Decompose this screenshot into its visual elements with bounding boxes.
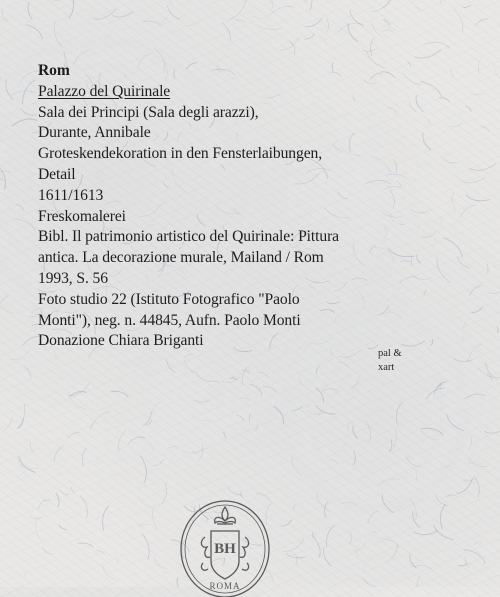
paper-fiber	[237, 415, 244, 421]
paper-fiber	[348, 23, 358, 42]
paper-fiber	[424, 42, 450, 48]
paper-fiber	[138, 496, 152, 507]
paper-fiber	[415, 472, 417, 483]
paper-fiber	[69, 0, 74, 18]
paper-fiber	[167, 359, 176, 373]
paper-fiber	[78, 543, 93, 547]
paper-fiber	[470, 93, 484, 95]
paper-fiber	[474, 542, 483, 544]
paper-fiber	[270, 6, 294, 14]
paper-fiber	[194, 400, 210, 402]
paper-fiber	[0, 177, 5, 181]
bibliography-line-3: 1993, S. 56	[38, 269, 448, 290]
bibliography-line-2: antica. La decorazione murale, Mailand / Rom	[38, 248, 448, 269]
paper-fiber	[143, 21, 162, 26]
paper-fiber	[304, 34, 314, 39]
paper-fiber	[326, 526, 334, 548]
paper-fiber	[461, 177, 486, 182]
paper-fiber	[38, 500, 46, 510]
paper-fiber	[457, 478, 473, 493]
paper-fiber	[184, 354, 193, 357]
paper-fiber	[153, 459, 164, 466]
stamp-line-2: xart	[378, 361, 402, 375]
paper-fiber	[167, 5, 180, 20]
photo-credit-line-2: Monti"), neg. n. 44845, Aufn. Paolo Monti	[38, 311, 448, 332]
paper-fiber	[23, 365, 30, 379]
paper-fiber	[257, 24, 282, 29]
paper-fiber	[43, 548, 53, 554]
donation-line: Donazione Chiara Briganti	[38, 331, 448, 352]
paper-fiber	[363, 49, 377, 52]
date-line: 1611/1613	[38, 186, 448, 207]
paper-fiber	[24, 572, 25, 579]
paper-fiber	[199, 418, 210, 420]
paper-fiber	[2, 10, 7, 21]
paper-fiber	[139, 524, 149, 526]
paper-fiber	[54, 446, 64, 461]
paper-fiber	[354, 550, 359, 557]
paper-fiber	[307, 411, 325, 415]
paper-fiber	[440, 504, 445, 529]
paper-fiber	[223, 432, 226, 438]
paper-fiber	[387, 545, 398, 562]
technique-line: Freskomalerei	[38, 207, 448, 228]
paper-fiber	[474, 476, 479, 497]
paper-fiber	[468, 344, 483, 362]
paper-fiber	[423, 0, 442, 4]
photo-credit-line-1: Foto studio 22 (Istituto Fotografico "Paolo	[38, 290, 448, 311]
paper-fiber	[21, 108, 36, 115]
paper-fiber	[16, 204, 24, 210]
paper-fiber	[142, 533, 149, 560]
paper-fiber	[1, 306, 13, 313]
room-name: Sala dei Principi (Sala degli arazzi),	[38, 103, 448, 124]
paper-fiber	[414, 531, 438, 535]
paper-fiber	[466, 106, 472, 112]
paper-fiber	[28, 2, 32, 20]
paper-fiber	[15, 219, 35, 231]
paper-fiber	[489, 291, 500, 294]
paper-fiber	[397, 507, 404, 510]
paper-fiber	[141, 456, 147, 483]
paper-fiber	[4, 419, 11, 430]
paper-fiber	[322, 389, 338, 392]
paper-fiber	[462, 5, 470, 8]
paper-fiber	[21, 464, 25, 469]
paper-fiber	[137, 435, 153, 451]
paper-fiber	[371, 0, 393, 12]
paper-fiber	[454, 9, 463, 32]
paper-fiber	[413, 511, 420, 528]
paper-fiber	[185, 360, 198, 374]
paper-fiber	[484, 428, 500, 433]
paper-fiber	[317, 35, 327, 46]
paper-fiber	[410, 499, 417, 521]
paper-fiber	[337, 362, 349, 368]
paper-fiber	[363, 559, 372, 572]
paper-fiber	[289, 40, 295, 54]
paper-fiber	[463, 480, 476, 484]
paper-fiber	[325, 501, 329, 517]
paper-fiber	[382, 20, 390, 25]
paper-fiber	[26, 25, 43, 39]
paper-fiber	[114, 552, 118, 565]
paper-fiber	[280, 38, 299, 50]
paper-fiber	[316, 388, 324, 403]
paper-fiber	[338, 23, 362, 32]
paper-fiber	[470, 286, 482, 296]
paper-fiber	[53, 0, 74, 1]
paper-fiber	[251, 17, 260, 19]
paper-fiber	[20, 71, 40, 82]
paper-fiber	[185, 20, 201, 26]
paper-fiber	[29, 516, 42, 518]
paper-fiber	[304, 0, 313, 2]
paper-fiber	[286, 553, 306, 558]
paper-fiber	[147, 420, 152, 425]
paper-fiber	[11, 119, 37, 127]
paper-fiber	[11, 91, 36, 96]
paper-fiber	[396, 402, 402, 425]
paper-fiber	[342, 443, 347, 447]
paper-fiber	[324, 547, 331, 566]
paper-fiber	[468, 437, 471, 450]
city-heading: Rom	[38, 61, 448, 82]
paper-fiber	[421, 428, 443, 435]
paper-fiber	[0, 171, 10, 174]
paper-fiber	[59, 525, 67, 530]
paper-fiber	[241, 398, 251, 401]
paper-fiber	[464, 550, 486, 564]
paper-fiber	[381, 539, 398, 548]
paper-fiber	[242, 366, 249, 385]
paper-fiber	[168, 446, 180, 448]
library-seal-stamp-icon	[175, 497, 275, 597]
paper-fiber	[292, 457, 302, 476]
paper-fiber	[463, 317, 470, 343]
paper-fiber	[437, 382, 447, 388]
paper-fiber	[236, 20, 247, 23]
paper-fiber	[470, 164, 496, 171]
paper-fiber	[466, 195, 490, 201]
seal-city-text: ROMA	[209, 581, 240, 591]
paper-fiber	[152, 402, 161, 413]
paper-fiber	[467, 436, 475, 438]
paper-fiber	[154, 557, 167, 569]
paper-fiber	[281, 520, 292, 526]
paper-fiber	[30, 442, 34, 453]
paper-fiber	[71, 487, 74, 492]
paper-fiber	[487, 373, 491, 381]
paper-fiber	[257, 372, 269, 379]
paper-fiber	[36, 517, 41, 542]
paper-fiber	[162, 483, 167, 504]
paper-fiber	[417, 576, 421, 587]
subject-line-1: Groteskendekoration in den Fensterlaibungen,	[38, 144, 448, 165]
paper-fiber	[43, 499, 51, 500]
paper-fiber	[415, 7, 420, 11]
paper-fiber	[55, 462, 65, 468]
paper-fiber	[415, 50, 441, 58]
paper-fiber	[350, 10, 364, 26]
paper-fiber	[82, 448, 86, 466]
paper-fiber	[381, 30, 393, 32]
building-name: Palazzo del Quirinale	[38, 82, 448, 103]
paper-fiber	[306, 0, 312, 10]
paper-fiber	[228, 0, 246, 19]
paper-fiber	[118, 430, 126, 453]
paper-fiber	[436, 495, 449, 506]
paper-fiber	[0, 295, 9, 317]
paper-fiber	[382, 495, 394, 513]
paper-fiber	[440, 379, 443, 390]
paper-fiber	[421, 430, 439, 440]
paper-fiber	[478, 59, 481, 76]
paper-fiber	[406, 456, 419, 467]
paper-fiber	[102, 564, 115, 580]
paper-fiber	[410, 566, 433, 571]
paper-fiber	[347, 421, 350, 432]
paper-fiber	[355, 542, 365, 550]
paper-fiber	[70, 391, 86, 395]
paper-fiber	[449, 122, 463, 126]
paper-fiber	[95, 550, 104, 555]
artist-name: Durante, Annibale	[38, 123, 448, 144]
paper-fiber	[18, 459, 28, 474]
paper-fiber	[68, 382, 90, 396]
paper-fiber	[0, 78, 1, 87]
paper-fiber	[241, 0, 244, 1]
paper-fiber	[153, 505, 158, 529]
paper-fiber	[353, 451, 355, 465]
paper-fiber	[426, 388, 444, 399]
paper-fiber	[497, 326, 498, 333]
paper-fiber	[316, 366, 320, 374]
paper-fiber	[312, 536, 320, 558]
paper-fiber	[263, 386, 277, 392]
paper-fiber	[434, 385, 442, 395]
paper-fiber	[283, 539, 304, 551]
paper-fiber	[90, 412, 110, 430]
paper-fiber	[372, 531, 378, 534]
subject-line-2: Detail	[38, 165, 448, 186]
paper-fiber	[458, 563, 467, 566]
paper-fiber	[299, 377, 306, 386]
paper-fiber	[383, 0, 395, 8]
paper-fiber	[128, 437, 145, 444]
paper-fiber	[389, 440, 392, 452]
paper-fiber	[486, 362, 499, 380]
paper-fiber	[0, 166, 6, 189]
paper-fiber	[468, 457, 480, 463]
paper-fiber	[341, 503, 358, 506]
paper-fiber	[242, 370, 250, 374]
paper-fiber	[444, 466, 452, 469]
paper-fiber	[56, 493, 59, 507]
paper-fiber	[17, 468, 38, 478]
paper-fiber	[60, 490, 69, 495]
paper-fiber	[481, 126, 489, 131]
paper-fiber	[222, 377, 240, 382]
paper-fiber	[434, 525, 454, 540]
paper-fiber	[292, 406, 303, 411]
paper-fiber	[143, 412, 152, 426]
paper-fiber	[67, 433, 80, 439]
paper-fiber	[371, 37, 375, 56]
paper-fiber	[19, 457, 35, 473]
paper-fiber	[312, 532, 315, 538]
paper-fiber	[494, 64, 500, 84]
paper-fiber	[111, 391, 128, 397]
paper-fiber	[183, 448, 207, 453]
paper-fiber	[385, 18, 397, 30]
paper-fiber	[410, 554, 417, 568]
paper-fiber	[453, 358, 473, 362]
paper-fiber	[103, 506, 110, 531]
paper-fiber	[197, 375, 219, 382]
paper-fiber	[465, 394, 486, 399]
paper-fiber	[457, 256, 471, 268]
paper-fiber	[16, 404, 25, 429]
paper-fiber	[18, 419, 23, 428]
paper-fiber	[368, 511, 379, 524]
paper-fiber	[487, 264, 489, 275]
paper-fiber	[372, 21, 383, 37]
paper-fiber	[365, 420, 371, 442]
paper-fiber	[353, 426, 357, 439]
paper-fiber	[317, 493, 331, 512]
paper-fiber	[306, 18, 323, 27]
paper-fiber	[250, 384, 262, 395]
paper-fiber	[378, 479, 400, 486]
paper-fiber	[162, 18, 167, 23]
paper-fiber	[363, 578, 382, 587]
catalog-card-text	[38, 61, 448, 352]
paper-fiber	[222, 23, 231, 41]
paper-fiber	[161, 0, 172, 5]
paper-fiber	[460, 205, 476, 218]
paper-fiber	[269, 0, 273, 10]
paper-fiber	[390, 430, 396, 452]
paper-fiber	[22, 80, 35, 104]
paper-fiber	[54, 21, 62, 48]
paper-fiber	[452, 192, 456, 209]
paper-fiber	[230, 378, 237, 380]
paper-fiber	[446, 495, 457, 497]
paper-fiber	[112, 11, 133, 17]
paper-fiber	[349, 532, 351, 545]
paper-fiber	[326, 19, 328, 33]
paper-fiber	[254, 424, 257, 430]
paper-fiber	[294, 505, 296, 511]
archive-stamp-text	[378, 347, 402, 375]
paper-fiber	[468, 458, 488, 467]
paper-fiber	[295, 553, 297, 565]
paper-fiber	[471, 307, 482, 312]
paper-fiber	[6, 80, 13, 100]
paper-fiber	[479, 368, 500, 378]
paper-fiber	[197, 444, 203, 462]
paper-fiber	[451, 69, 454, 77]
paper-fiber	[93, 9, 116, 19]
paper-fiber	[316, 405, 336, 414]
paper-fiber	[69, 394, 88, 410]
paper-fiber	[330, 460, 338, 464]
paper-fiber	[350, 377, 359, 389]
stamp-line-1: pal &	[378, 347, 402, 361]
paper-fiber	[476, 19, 488, 26]
paper-fiber	[465, 556, 470, 568]
bibliography-line-1: Bibl. Il patrimonio artistico del Quirinale: Pittura	[38, 227, 448, 248]
paper-fiber	[228, 488, 243, 496]
paper-fiber	[274, 406, 284, 424]
paper-fiber	[447, 415, 464, 431]
paper-fiber	[249, 414, 251, 423]
seal-monogram: BH	[214, 541, 236, 557]
paper-fiber	[80, 495, 88, 518]
paper-fiber	[11, 348, 32, 360]
